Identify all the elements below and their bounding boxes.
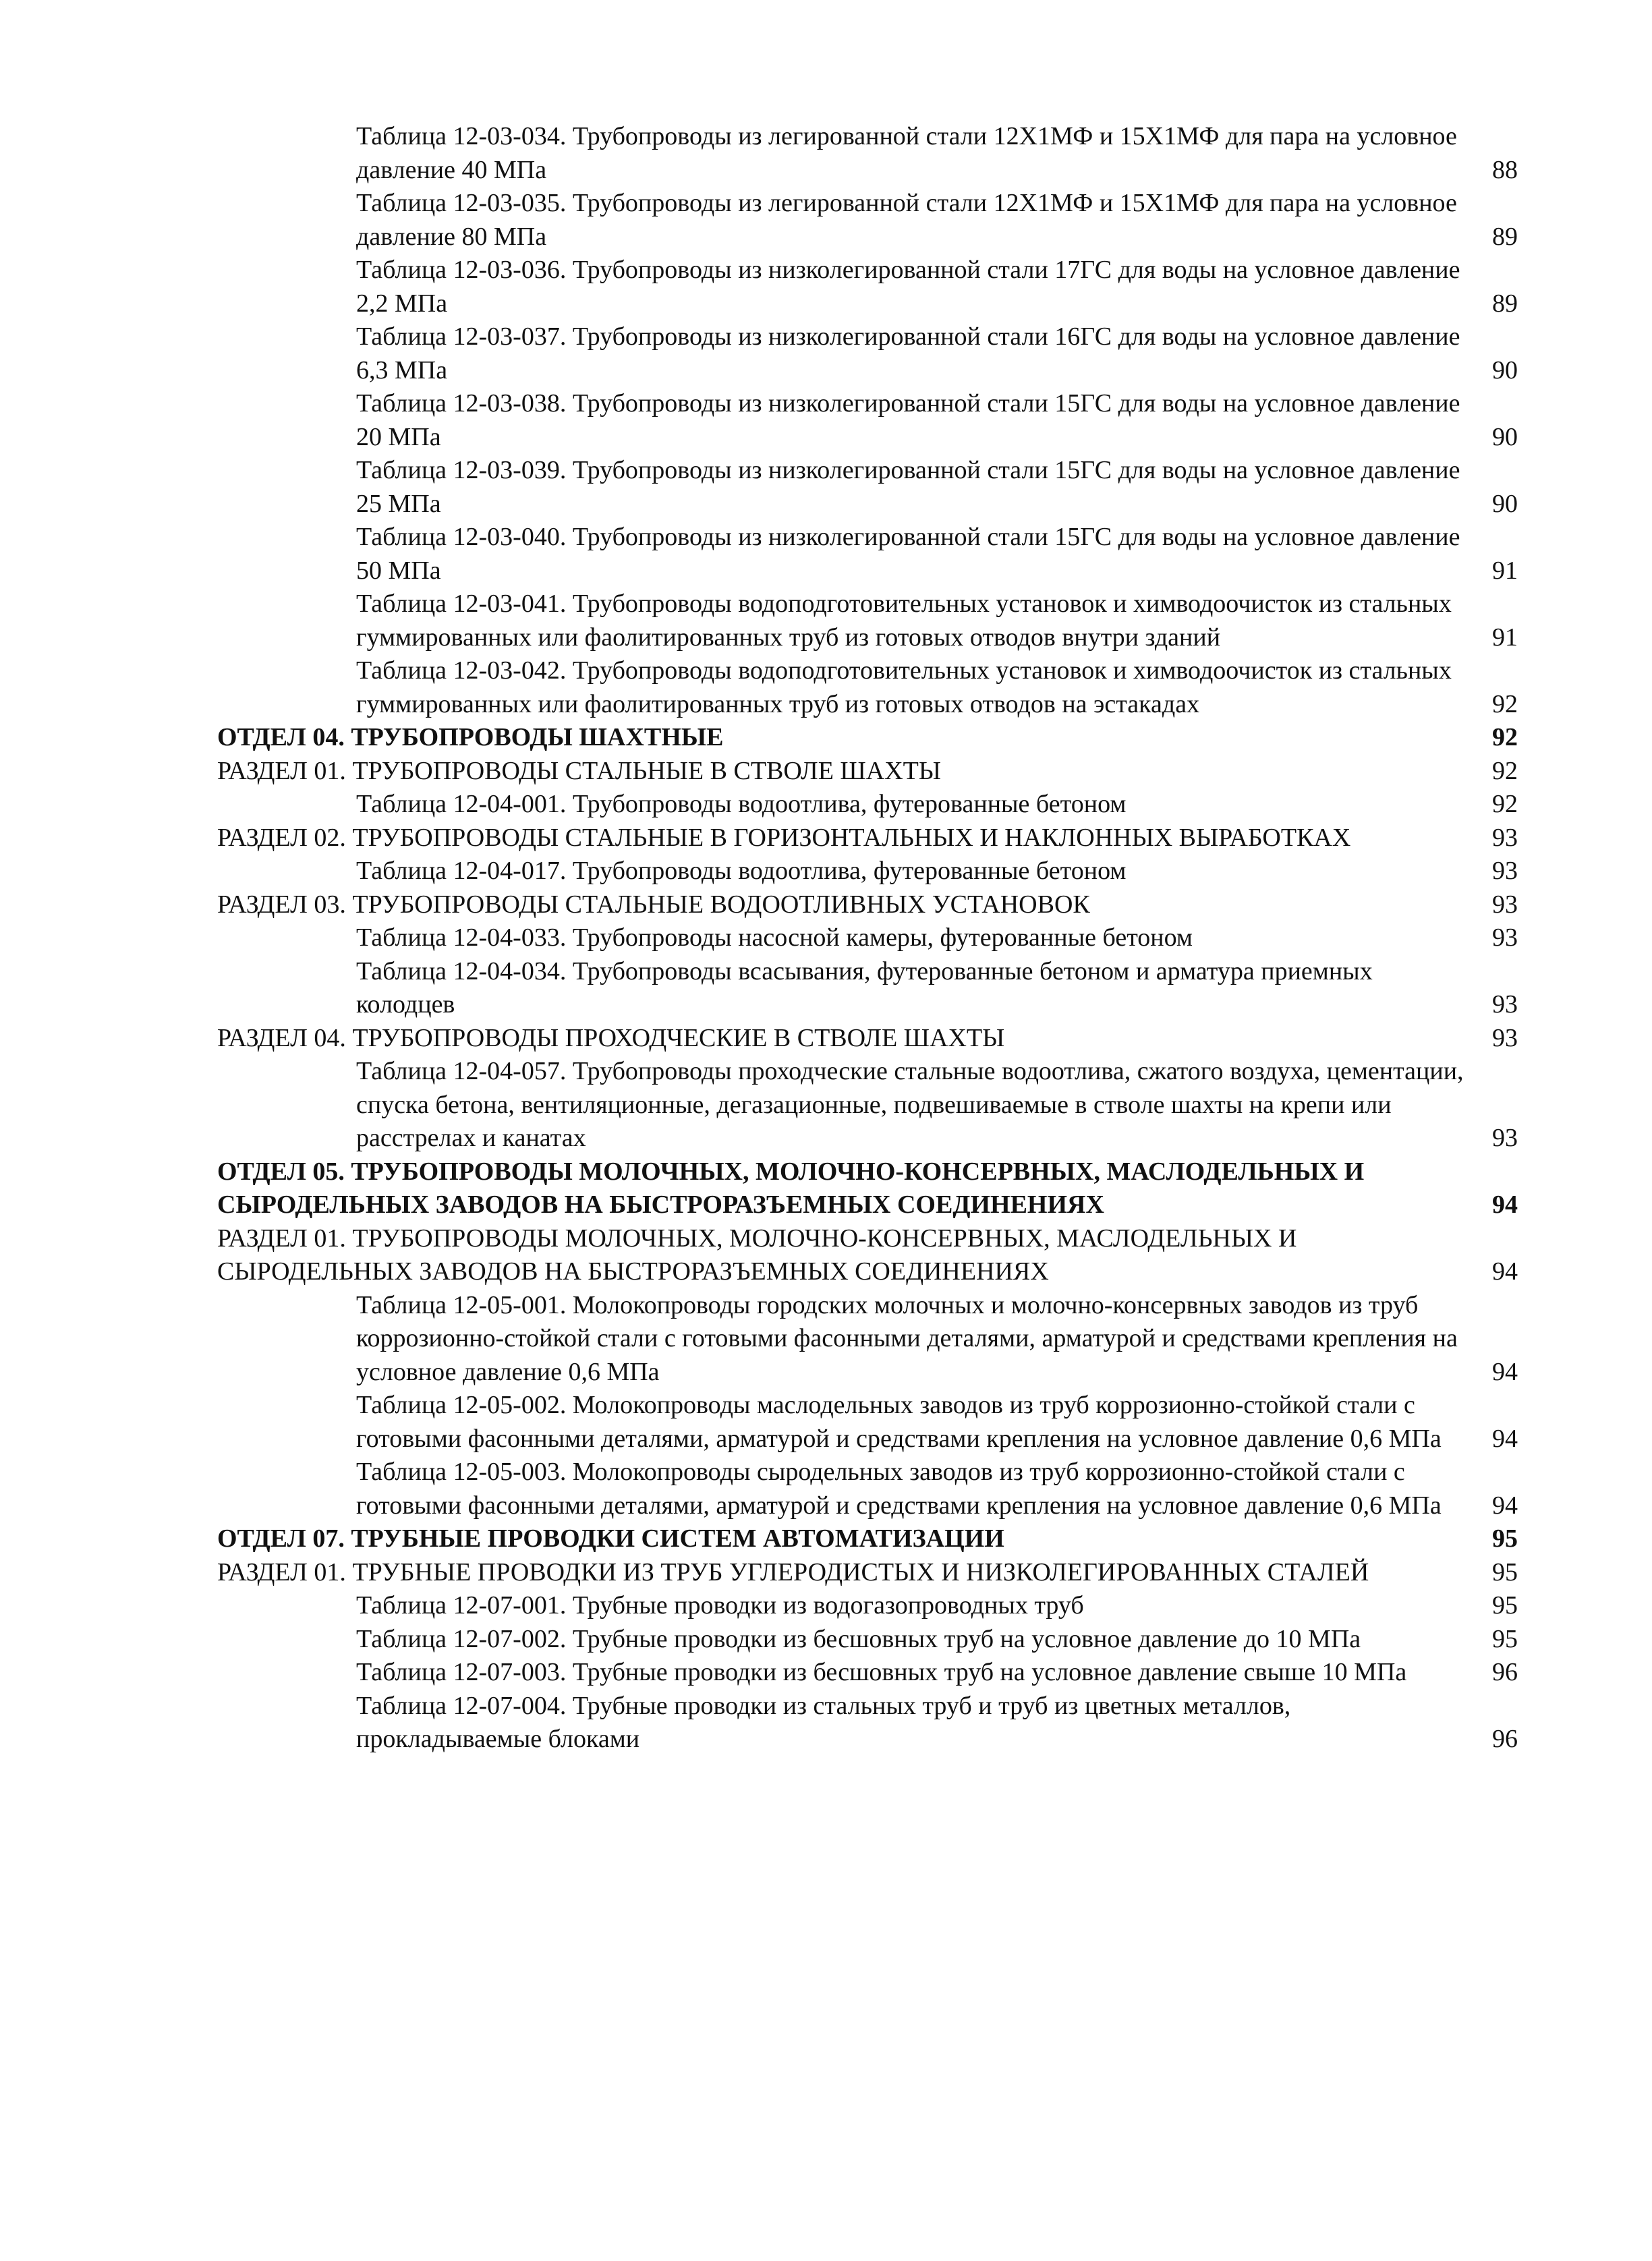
toc-entry-title: Таблица 12-03-034. Трубопроводы из легированной стали 12Х1МФ и 15Х1МФ для пара на условное давление 40 МПа xyxy=(356,122,1457,184)
toc-entry-page-number: 90 xyxy=(1492,422,1518,451)
toc-entry-title: Таблица 12-07-001. Трубные проводки из водогазопроводных труб xyxy=(356,1591,1084,1620)
toc-entry-page-number: 96 xyxy=(1492,1725,1518,1753)
toc-entry-title: Таблица 12-07-002. Трубные проводки из бесшовных труб на условное давление до 10 МПа xyxy=(356,1624,1361,1653)
toc-entry-title: РАЗДЕЛ 01. ТРУБНЫЕ ПРОВОДКИ ИЗ ТРУБ УГЛЕРОДИСТЫХ И НИЗКОЛЕГИРОВАННЫХ СТАЛЕЙ xyxy=(217,1557,1369,1586)
toc-entry-division xyxy=(202,1522,1518,1556)
toc-entry-table xyxy=(202,1589,1518,1623)
toc-entry-division xyxy=(202,721,1518,755)
toc-entry-section xyxy=(202,822,1518,855)
toc-entry-table xyxy=(202,120,1518,187)
toc-entry-page-number: 91 xyxy=(1492,623,1518,652)
toc-entry-table xyxy=(202,521,1518,588)
toc-entry-table xyxy=(202,1456,1518,1522)
toc-entry-table xyxy=(202,254,1518,320)
toc-entry-table xyxy=(202,454,1518,521)
toc-entry-title: Таблица 12-05-002. Молокопроводы маслодельных заводов из труб коррозионно-стойкой стали с готовыми фасонными деталями, арматурой и средствами крепления на условное давление 0,6 МПа xyxy=(356,1391,1442,1453)
toc-entry-table xyxy=(202,187,1518,254)
table-of-contents xyxy=(202,120,1518,1756)
toc-entry-page-number: 93 xyxy=(1492,890,1518,919)
toc-entry-page-number: 94 xyxy=(1492,1191,1518,1219)
toc-entry-title: Таблица 12-03-037. Трубопроводы из низколегированной стали 16ГС для воды на условное давление 6,3 МПа xyxy=(356,322,1460,384)
toc-entry-page-number: 93 xyxy=(1492,1023,1518,1052)
toc-entry-page-number: 92 xyxy=(1492,723,1518,751)
toc-entry-table xyxy=(202,788,1518,822)
toc-entry-title: Таблица 12-03-040. Трубопроводы из низколегированной стали 15ГС для воды на условное давление 50 МПа xyxy=(356,523,1460,585)
toc-entry-section xyxy=(202,888,1518,922)
toc-entry-title: ОТДЕЛ 07. ТРУБНЫЕ ПРОВОДКИ СИСТЕМ АВТОМАТИЗАЦИИ xyxy=(217,1524,1004,1553)
toc-entry-page-number: 92 xyxy=(1492,790,1518,818)
toc-entry-table xyxy=(202,387,1518,454)
toc-entry-page-number: 95 xyxy=(1492,1591,1518,1620)
toc-entry-page-number: 93 xyxy=(1492,857,1518,885)
toc-entry-title: Таблица 12-05-001. Молокопроводы городских молочных и молочно-консервных заводов из труб коррозионно-стойкой стали с готовыми фасонными деталями, арматурой и средствами крепления на условное давление 0,6 МПа xyxy=(356,1290,1458,1386)
toc-entry-title: ОТДЕЛ 04. ТРУБОПРОВОДЫ ШАХТНЫЕ xyxy=(217,723,724,751)
toc-entry-section xyxy=(202,1222,1518,1289)
toc-entry-table xyxy=(202,1289,1518,1390)
toc-entry-title: РАЗДЕЛ 02. ТРУБОПРОВОДЫ СТАЛЬНЫЕ В ГОРИЗОНТАЛЬНЫХ И НАКЛОННЫХ ВЫРАБОТКАХ xyxy=(217,823,1351,852)
toc-entry-page-number: 90 xyxy=(1492,355,1518,384)
toc-entry-page-number: 94 xyxy=(1492,1424,1518,1453)
toc-entry-title: Таблица 12-04-017. Трубопроводы водоотлива, футерованные бетоном xyxy=(356,857,1127,885)
toc-entry-title: РАЗДЕЛ 01. ТРУБОПРОВОДЫ МОЛОЧНЫХ, МОЛОЧНО-КОНСЕРВНЫХ, МАСЛОДЕЛЬНЫХ И СЫРОДЕЛЬНЫХ ЗАВОДОВ НА БЫСТРОРАЗЪЕМНЫХ СОЕДИНЕНИЯХ xyxy=(217,1224,1297,1286)
toc-entry-page-number: 93 xyxy=(1492,823,1518,852)
toc-entry-table xyxy=(202,1623,1518,1657)
toc-entry-page-number: 94 xyxy=(1492,1257,1518,1286)
toc-entry-table xyxy=(202,320,1518,387)
toc-entry-title: РАЗДЕЛ 01. ТРУБОПРОВОДЫ СТАЛЬНЫЕ В СТВОЛЕ ШАХТЫ xyxy=(217,756,941,785)
toc-entry-title: Таблица 12-07-003. Трубные проводки из бесшовных труб на условное давление свыше 10 МПа xyxy=(356,1658,1407,1686)
toc-entry-page-number: 92 xyxy=(1492,689,1518,718)
toc-entry-page-number: 89 xyxy=(1492,222,1518,251)
toc-entry-page-number: 95 xyxy=(1492,1557,1518,1586)
toc-entry-section xyxy=(202,1022,1518,1056)
toc-entry-table xyxy=(202,1055,1518,1155)
toc-entry-title: Таблица 12-03-035. Трубопроводы из легированной стали 12Х1МФ и 15Х1МФ для пара на условное давление 80 МПа xyxy=(356,189,1457,251)
toc-entry-title: Таблица 12-04-034. Трубопроводы всасывания, футерованные бетоном и арматура приемных колодцев xyxy=(356,956,1373,1019)
toc-entry-page-number: 94 xyxy=(1492,1357,1518,1386)
toc-entry-page-number: 96 xyxy=(1492,1658,1518,1686)
toc-entry-title: РАЗДЕЛ 03. ТРУБОПРОВОДЫ СТАЛЬНЫЕ ВОДООТЛИВНЫХ УСТАНОВОК xyxy=(217,890,1090,919)
toc-entry-table xyxy=(202,921,1518,955)
toc-entry-table xyxy=(202,654,1518,721)
toc-entry-section xyxy=(202,1556,1518,1590)
toc-entry-section xyxy=(202,755,1518,789)
toc-entry-page-number: 93 xyxy=(1492,1124,1518,1152)
toc-entry-page-number: 91 xyxy=(1492,556,1518,585)
toc-entry-title: Таблица 12-04-033. Трубопроводы насосной камеры, футерованные бетоном xyxy=(356,923,1193,952)
toc-entry-title: ОТДЕЛ 05. ТРУБОПРОВОДЫ МОЛОЧНЫХ, МОЛОЧНО-КОНСЕРВНЫХ, МАСЛОДЕЛЬНЫХ И СЫРОДЕЛЬНЫХ ЗАВОДОВ НА БЫСТРОРАЗЪЕМНЫХ СОЕДИНЕНИЯХ xyxy=(217,1157,1365,1219)
toc-entry-page-number: 92 xyxy=(1492,756,1518,785)
toc-entry-title: Таблица 12-03-041. Трубопроводы водоподготовительных установок и химводоочисток из стальных гуммированных или фаолитированных труб из готовых отводов внутри зданий xyxy=(356,590,1452,652)
toc-entry-table xyxy=(202,1656,1518,1690)
toc-entry-title: Таблица 12-03-039. Трубопроводы из низколегированной стали 15ГС для воды на условное давление 25 МПа xyxy=(356,456,1460,518)
toc-entry-title: Таблица 12-03-038. Трубопроводы из низколегированной стали 15ГС для воды на условное давление 20 МПа xyxy=(356,389,1460,451)
toc-entry-title: Таблица 12-07-004. Трубные проводки из стальных труб и труб из цветных металлов, прокладываемые блоками xyxy=(356,1691,1291,1753)
toc-entry-page-number: 93 xyxy=(1492,990,1518,1019)
toc-entry-page-number: 94 xyxy=(1492,1491,1518,1520)
toc-entry-title: Таблица 12-04-057. Трубопроводы проходческие стальные водоотлива, сжатого воздуха, цементации, спуска бетона, вентиляционные, дегазационные, подвешиваемые в стволе шахты на крепи или расстрелах и канатах xyxy=(356,1057,1464,1152)
toc-entry-title: Таблица 12-04-001. Трубопроводы водоотлива, футерованные бетоном xyxy=(356,790,1127,818)
toc-entry-page-number: 93 xyxy=(1492,923,1518,952)
toc-entry-title: Таблица 12-03-036. Трубопроводы из низколегированной стали 17ГС для воды на условное давление 2,2 МПа xyxy=(356,256,1460,318)
toc-entry-table xyxy=(202,1690,1518,1756)
toc-entry-page-number: 95 xyxy=(1492,1624,1518,1653)
toc-entry-page-number: 88 xyxy=(1492,155,1518,184)
toc-entry-page-number: 90 xyxy=(1492,489,1518,518)
toc-entry-title: Таблица 12-03-042. Трубопроводы водоподготовительных установок и химводоочисток из стальных гуммированных или фаолитированных труб из готовых отводов на эстакадах xyxy=(356,656,1452,718)
toc-entry-page-number: 95 xyxy=(1492,1524,1518,1553)
toc-entry-table xyxy=(202,588,1518,654)
toc-entry-table xyxy=(202,855,1518,888)
toc-entry-title: Таблица 12-05-003. Молокопроводы сыродельных заводов из труб коррозионно-стойкой стали с готовыми фасонными деталями, арматурой и средствами крепления на условное давление 0,6 МПа xyxy=(356,1458,1442,1520)
toc-entry-table xyxy=(202,1389,1518,1456)
toc-entry-table xyxy=(202,955,1518,1022)
toc-entry-page-number: 89 xyxy=(1492,289,1518,318)
toc-entry-title: РАЗДЕЛ 04. ТРУБОПРОВОДЫ ПРОХОДЧЕСКИЕ В СТВОЛЕ ШАХТЫ xyxy=(217,1023,1005,1052)
toc-entry-division xyxy=(202,1155,1518,1222)
